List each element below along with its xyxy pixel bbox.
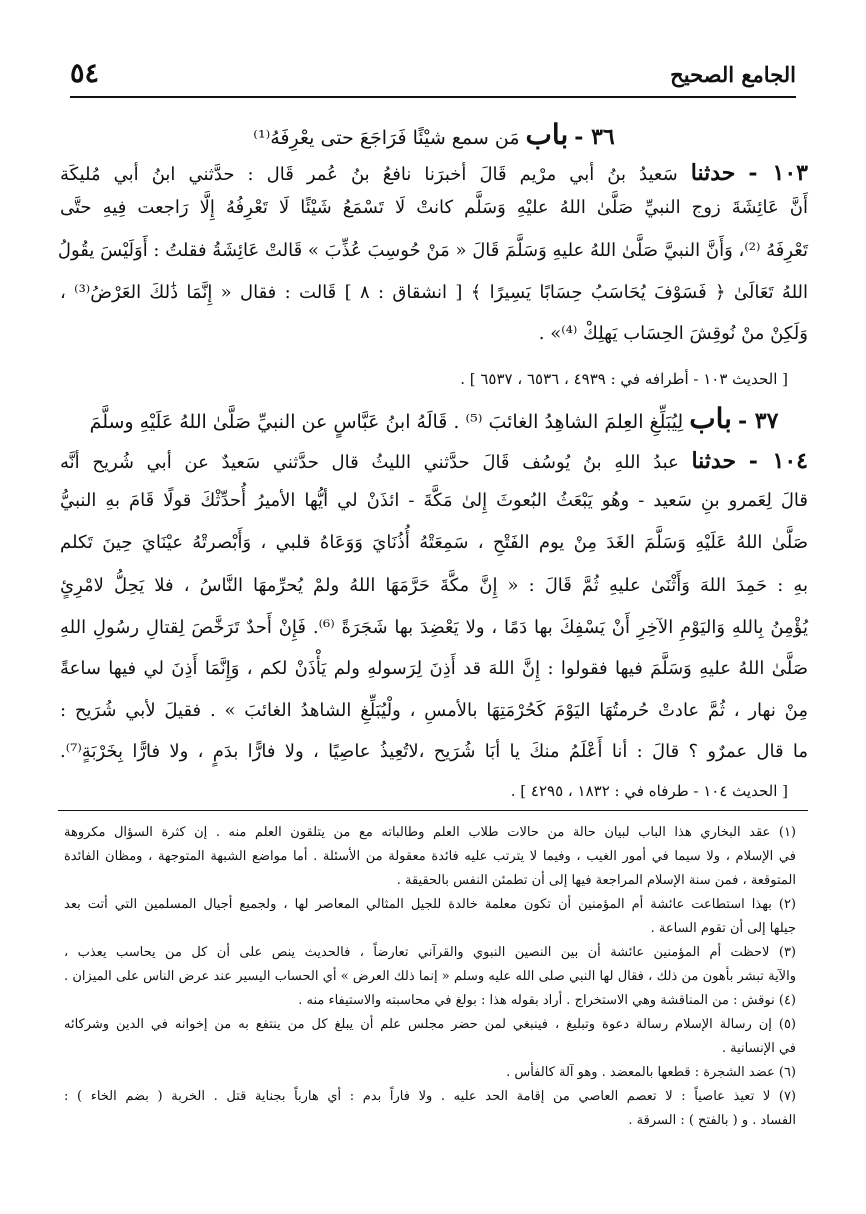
bab-label: باب [689,402,732,435]
section-number: ٣٦ - [574,124,615,150]
footnote-line: (٥) إن رسالة الإسلام رسالة دعوة وتبليغ ، فينبغي لمن حضر مجلس علم أن يبلغ كل من ينتفع به من إخوانه في الدين وشركائه [64,1017,796,1032]
hadith-103-line-1 [60,160,808,186]
footnote-line: المتوقعة ، فمن سنة الإسلام المراجعة فيها إلى أن تطمئن النفس بالحقيقة . [396,873,796,888]
section-36-heading [60,118,808,151]
section-number: ٣٧ - [737,408,779,434]
footnote-line: والآية تبشر بأهون من ذلك ، فقال لها النبي صلى الله عليه وسلم « إنما ذلك العرض » أي الحساب اليسير عند عرض الناس على الميزان . [64,969,796,984]
hadith-103-line-2: أَنَّ عَائِشَةَ زوج النبيِّ صَلَّىٰ اللهُ عليْهِ وَسَلَّم كانتْ لَا تَسْمَعُ شَيْئًا لَا تَعْرِفُهُ إِلَّا رَاجعت فِيهِ حتَّى [60,197,808,218]
footnote-line: في الإسلام ، ولا سيما في أمور الغيب ، وفيما لا يترتب عليه فائدة معقولة من الأسئلة . أما مواضع الشبهة المتوجهة ، ومظان الفائدة [64,849,796,864]
section-title: مَن سمع شيْئًا فَرَاجَعَ حتى يعْرِفَهُ⁽¹⁾ [253,127,520,149]
section-37-heading [60,402,808,435]
hadith-104-line-7: مِنْ نهار ، ثُمَّ عادتْ حُرمتُهَا اليَوْمَ كَحُرْمَتِهَا بالأمسِ ، ولْيُبَلِّغِ الشاهدُ الغائبَ » . فقيلَ لأبي شُرَيح : [60,700,808,721]
hadith-104-line-6: صَلَّىٰ اللهُ عليهِ وَسَلَّمَ فيها فقولوا : إِنَّ اللهَ قد أَذِنَ لِرَسولهِ ولم يَأْذَنْ لكم ، وَإِنَّمَا أَذِنَ لي فيها ساعةً [60,658,808,679]
bab-label: باب [525,118,569,151]
footnote-line: (١) عقد البخاري هذا الباب لبيان حالة من حالات طلاب العلم وطالباته مع من يتلقون العلم منه . إن كثرة السؤال مكروهة [64,825,796,840]
hadith-104-line-4: بهِ : حَمِدَ اللهَ وَأَثْنَىٰ عليهِ ثُمَّ قَالَ : « إِنَّ مكَّةَ حَرَّمَهَا اللهُ ولمْ يُحرِّمهَا النَّاسُ ، فلا يَحِلُّ لامْرِئٍ [60,575,808,596]
footnote-line: (٧) لا تعيذ عاصياً : لا تعصم العاصي من إقامة الحد عليه . ولا فاراً بدم : أي هارباً بجناية قتل . الخربة ( بضم الخاء ) : [64,1089,796,1104]
hadith-104-line-5: يُؤْمِنُ بِاللهِ وَاليَوْمِ الآخِرِ أَنْ يَسْفِكَ بها دَمًا ، ولا يَعْضِدَ بها شَجَرَةً ⁽⁶⁾. فَإِنْ أَحدٌ تَرَخَّصَ لِقتالِ رسُولِ اللهِ [60,617,808,638]
footnote-line: (٦) عضد الشجرة : قطعها بالمعضد . وهو آلة كالفأس . [506,1065,796,1080]
haddathana-word: حدثنا [690,160,736,186]
hadith-104-line-3: صَلَّىٰ اللهُ عَلَيْهِ وَسَلَّمَ الغَدَ مِنْ يوم الفَتْحِ ، سَمِعَتْهُ أُذُنَايَ وَوَعَاهُ قلبي ، وَأَبْصرتْهُ عيْنَايَ حِينَ تَكلم [60,532,808,553]
hadith-104-line-1 [60,448,808,474]
running-title: الجامع الصحيح [670,62,796,87]
footnote-line: (٣) لاحظت أم المؤمنين عائشة أن بين النصين النبوي والقرآني تعارضاً ، فالحديث ينص على أن كل من يحاسب يعذب ، [64,945,796,960]
hadith-103-reference: [ الحديث ١٠٣ - أطرافه في : ٤٩٣٩ ، ٦٥٣٦ ، ٦٥٣٧ ] . [460,370,788,388]
hadith-text: عبدُ اللهِ بنُ يُوسُف قَالَ حدَّثني الليثُ قال حدَّثني سَعيدٌ عن أبي شُريح أنَّه [60,452,679,473]
haddathana-word: حدثنا [691,448,737,474]
footnote-line: (٤) نوقش : من المناقشة وهي الاستخراج . أراد بقوله هذا : بولغ في محاسبته والاستيفاء منه . [298,993,796,1008]
hadith-103-line-5: وَلَكِنْ منْ نُوقِشَ الحِسَاب يَهلِكْ ⁽⁴⁾» . [538,323,808,344]
hadith-number: ١٠٤ - [748,448,808,474]
hadith-103-line-4: اللهُ تَعَالَىٰ ﴿ فَسَوْفَ يُحَاسَبُ حِسَابًا يَسِيرًا ﴾ [ انشقاق : ٨ ] قَالت : فقال « إِنَّمَا ذَٰلكَ العَرْضُ⁽³⁾ ، [60,282,809,303]
footnote-line: في الإنسانية . [721,1041,796,1056]
footnote-separator [58,810,808,811]
footnote-line: جيلها إلى أن تقوم الساعة . [650,921,796,936]
page-header [70,58,796,98]
hadith-104-line-2: قالَ لِعَمرو بنِ سَعيد - وهُو يَبْعَثُ البُعوثَ إِلىٰ مَكَّةَ - ائذَنْ لي أيُّها الأميرُ أُحدِّثْكَ قولًا قَامَ بهِ النبيُّ [60,490,808,511]
footnote-line: (٢) بهذا استطاعت عائشة أم المؤمنين أن تكون معلمة خالدة للجيل المثالي المعاصر لها ، ولجميع أجيال المسلمين التي أتت بعد [64,897,796,912]
footnote-line: الفساد . و ( بالفتح ) : السرقة . [628,1113,796,1128]
section-title: لِيُبَلِّغِ العِلمَ الشاهِدُ الغائبَ ⁽⁵⁾ . قَالَهُ ابنُ عَبَّاسٍ عن النبيِّ صَلَّىٰ اللهُ عَلَيْهِ وسلَّمَ [89,411,684,433]
hadith-104-reference: [ الحديث ١٠٤ - طرفاه في : ١٨٣٢ ، ٤٢٩٥ ] . [510,782,788,800]
hadith-104-line-8: ما قال عمرٌو ؟ قالَ : أنا أَعْلَمُ منكَ يا أبَا شُرَيح ،لاتُعِيذُ عاصِيًا ، ولا فارًّا بدَمٍ ، ولا فارًّا بِخَرْبَةٍ⁽⁷⁾. [60,741,808,762]
hadith-text: سَعيدُ بنُ أبي مرْيم قَالَ أخبرَنا نافعُ بنُ عُمر قَال : حدَّثني ابنُ أبي مُليكَة [60,164,678,185]
page-number: ٥٤ [70,58,100,89]
hadith-number: ١٠٣ - [748,160,808,186]
hadith-103-line-3: تَعْرِفَهُ ⁽²⁾، وَأَنَّ النبيَّ صَلَّىٰ اللهُ عليهِ وَسَلَّمَ قَالَ « مَنْ حُوسِبَ عُذِّبَ » قَالتْ عَائِشَةُ فقلتُ : أَوَلَيْسَ يقُولُ [57,240,808,261]
